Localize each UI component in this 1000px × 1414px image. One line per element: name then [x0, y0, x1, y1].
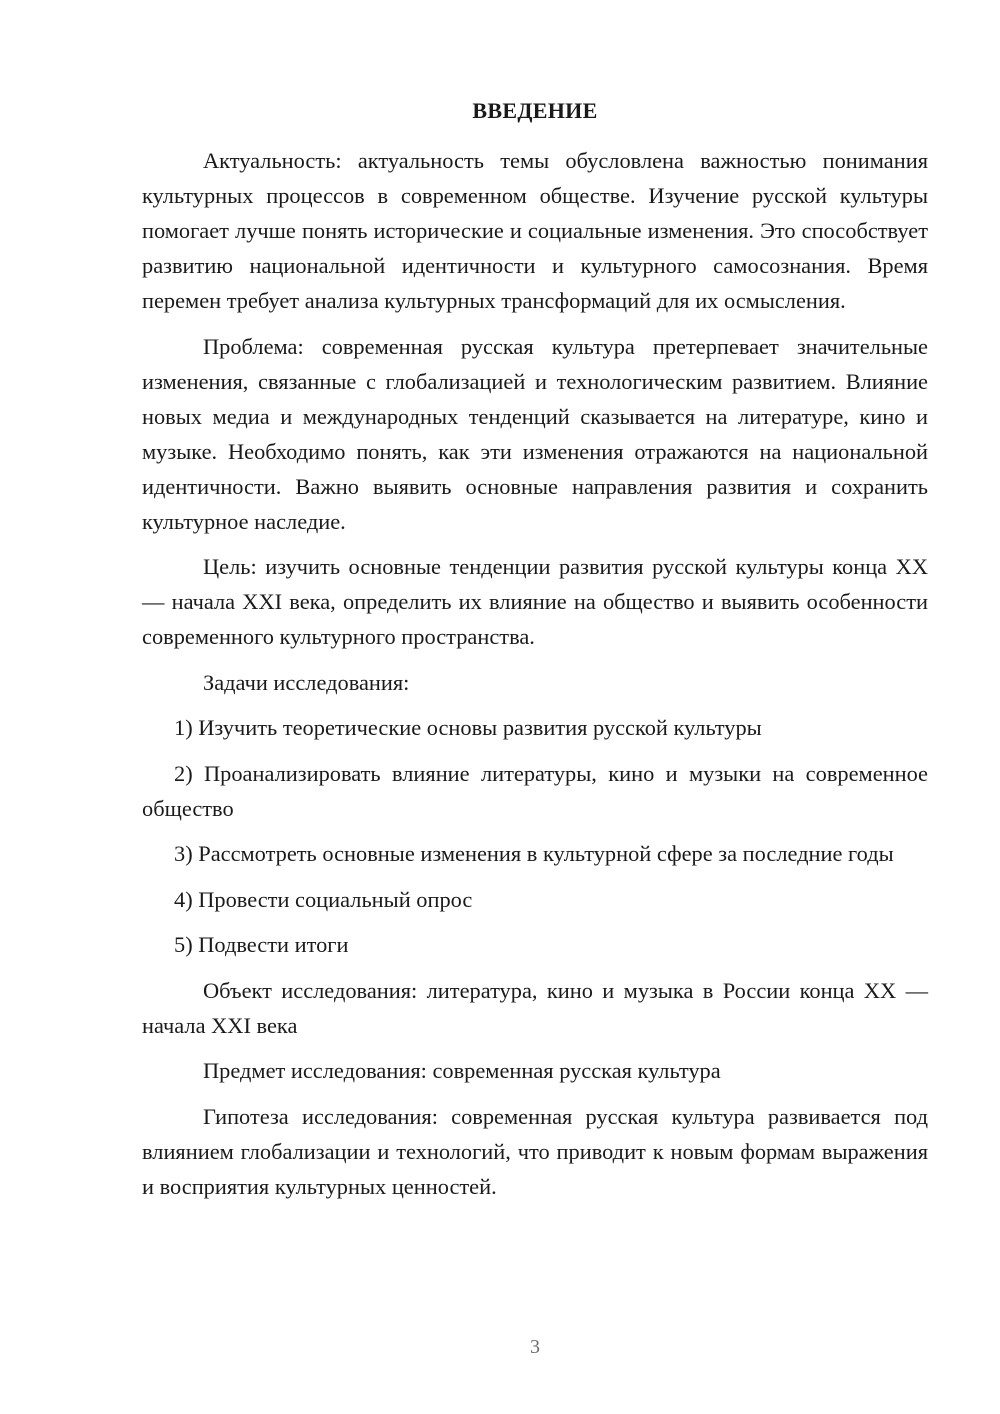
- paragraph-subject: Предмет исследования: современная русская культура: [203, 1058, 721, 1083]
- paragraph-relevance: Актуальность: актуальность темы обусловлена важностью понимания культурных процессов в современном обществе. Изучение русской культуры помогает лучше понять исторические и социальные изменения. Это способствует развитию национальной идентичности и культурного самосознания. Время перемен требует анализа культурных трансформаций для их осмысления.: [142, 148, 928, 313]
- paragraph-tasks-heading: Задачи исследования:: [203, 669, 410, 695]
- paragraph-problem: Проблема: современная русская культура претерпевает значительные изменения, связанные с глобализацией и технологическим развитием. Влияние новых медиа и международных тенденций сказывается на литературе, кино и музыке. Необходимо понять, как эти изменения отражаются на национальной идентичности. Важно выявить основные направления развития и сохранить культурное наследие.: [142, 333, 928, 534]
- paragraph-goal: Цель: изучить основные тенденции развития русской культуры конца XX — начала XXI века, определить их влияние на общество и выявить особенности современного культурного пространства.: [142, 554, 928, 649]
- task-item-1: 1) Изучить теоретические основы развития русской культуры: [174, 715, 762, 740]
- task-item-4: 4) Провести социальный опрос: [174, 886, 473, 912]
- task-item-5: 5) Подвести итоги: [174, 932, 349, 957]
- task-item-2: 2) Проанализировать влияние литературы, кино и музыки на современное общество: [142, 760, 928, 821]
- paragraph-hypothesis: Гипотеза исследования: современная русская культура развивается под влиянием глобализации и технологий, что приводит к новым формам выражения и восприятия культурных ценностей.: [142, 1103, 928, 1199]
- page-number: 3: [530, 1336, 540, 1358]
- paragraph-object: Объект исследования: литература, кино и музыка в России конца XX — начала XXI века: [142, 977, 928, 1038]
- task-item-3: 3) Рассмотреть основные изменения в культурной сфере за последние годы: [174, 841, 894, 866]
- page-title: ВВЕДЕНИЕ: [472, 98, 598, 123]
- document-body: [142, 143, 928, 1214]
